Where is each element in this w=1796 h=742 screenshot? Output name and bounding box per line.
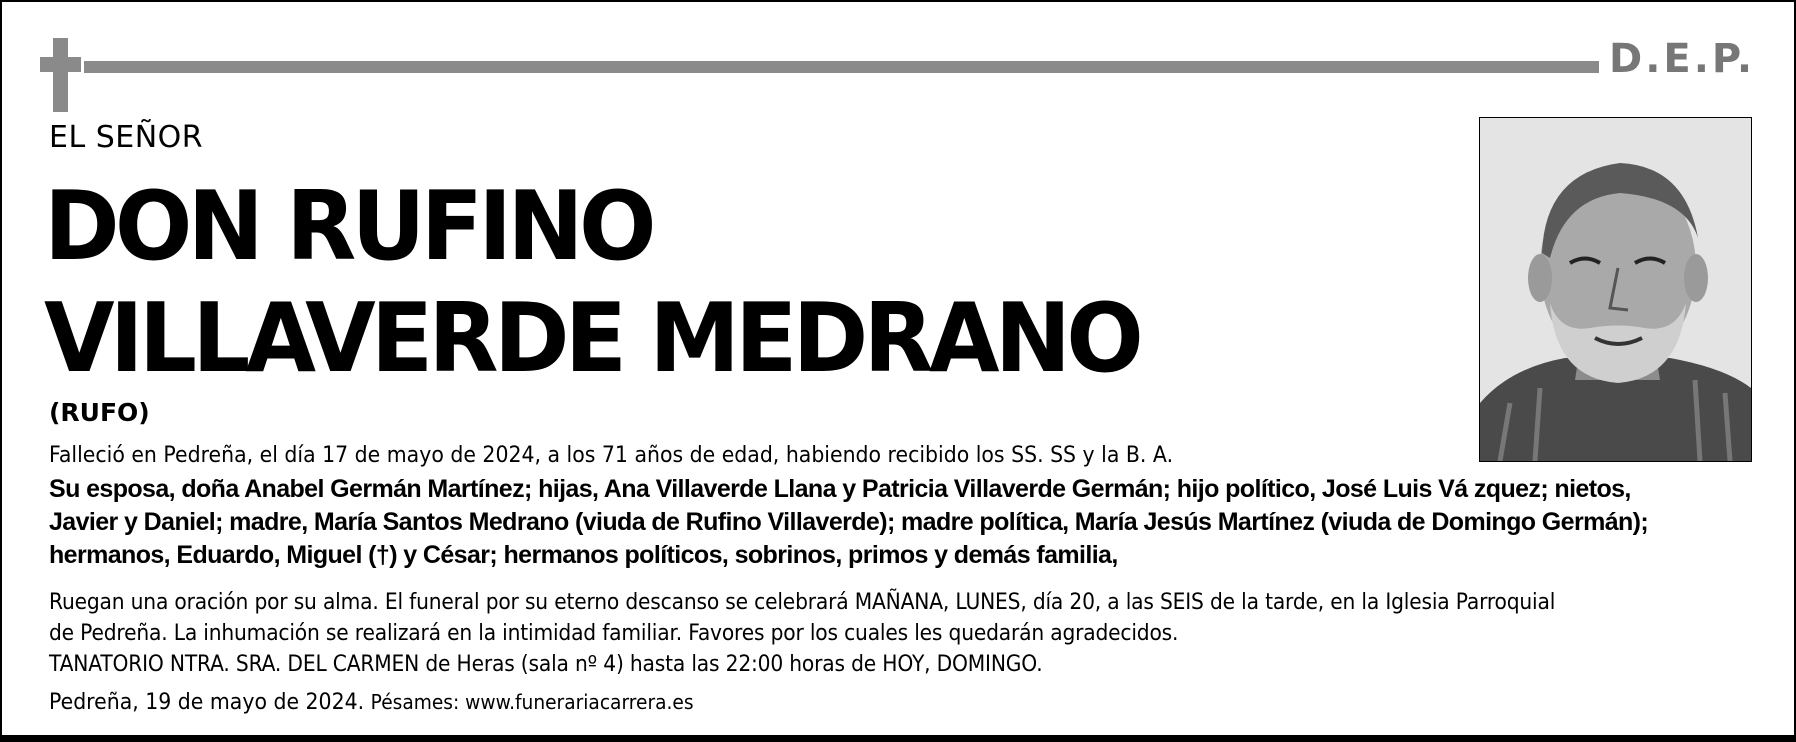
footer-pesames: Pésames: www.funerariacarrera.es bbox=[370, 690, 694, 714]
deceased-name-line2: VILLAVERDE MEDRANO bbox=[44, 284, 1140, 394]
family-line: Su esposa, doña Anabel Germán Martínez; hijas, Ana Villaverde Llana y Patricia Villaverde Germán; hijo político, José Luis Vá zquez; nietos, bbox=[49, 475, 1631, 503]
cross-vertical-bar bbox=[53, 38, 68, 112]
deceased-name-line1: DON RUFINO bbox=[44, 172, 652, 282]
header-rule bbox=[84, 61, 1599, 73]
deceased-photo bbox=[1479, 117, 1752, 462]
dep-label: D.E.P. bbox=[1609, 36, 1756, 82]
family-line: hermanos, Eduardo, Miguel (†) y César; hermanos políticos, sobrinos, primos y demás familia, bbox=[49, 541, 1118, 569]
deceased-alias: (RUFO) bbox=[49, 398, 150, 427]
service-line: TANATORIO NTRA. SRA. DEL CARMEN de Heras (sala nº 4) hasta las 22:00 horas de HOY, DOMINGO. bbox=[49, 652, 1043, 677]
footer bbox=[49, 690, 694, 715]
cross-horizontal-bar bbox=[40, 57, 81, 72]
honorific-title: EL SEÑOR bbox=[49, 120, 204, 155]
death-notice: Falleció en Pedreña, el día 17 de mayo de 2024, a los 71 años de edad, habiendo recibido los SS. SS y la B. A. bbox=[49, 443, 1174, 468]
service-line: Ruegan una oración por su alma. El funeral por su eterno descanso se celebrará MAÑANA, LUNES, día 20, a las SEIS de la tarde, en la Iglesia Parroquial bbox=[49, 590, 1556, 615]
family-line: Javier y Daniel; madre, María Santos Medrano (viuda de Rufino Villaverde); madre política, María Jesús Martínez (viuda de Domingo Germán); bbox=[49, 508, 1649, 536]
family-list bbox=[49, 473, 1796, 572]
service-details bbox=[49, 587, 1789, 680]
portrait-illustration bbox=[1480, 118, 1751, 461]
footer-place-date: Pedreña, 19 de mayo de 2024. bbox=[49, 690, 365, 715]
service-line: de Pedreña. La inhumación se realizará en la intimidad familiar. Favores por los cuales les quedarán agradecidos. bbox=[49, 621, 1179, 646]
